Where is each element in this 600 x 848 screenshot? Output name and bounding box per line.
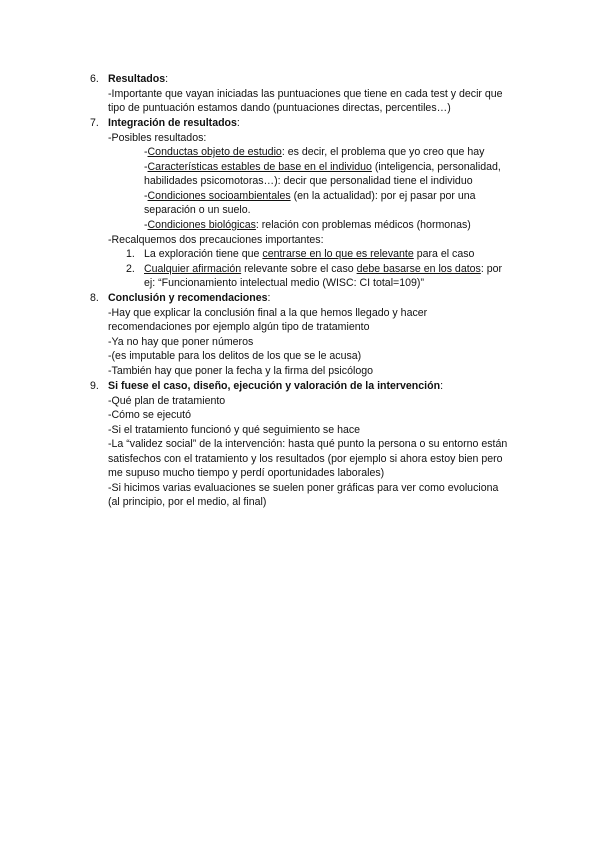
section-9-line-4: -La “validez social” de la intervención: hasta qué punto la persona o su entorno están [108, 438, 508, 450]
section-6-line-1: -Importante que vayan iniciadas las puntuaciones que tiene en cada test y decir que [108, 88, 503, 100]
result-condiciones-socioambientales: -Condiciones socioambientales (en la actualidad): por ej pasar por una [144, 190, 476, 202]
section-9-title: Si fuese el caso, diseño, ejecución y valoración de la intervención [108, 380, 441, 392]
section-8-line-2: recomendaciones por ejemplo algún tipo de tratamiento [108, 321, 370, 333]
section-7-precautions: -Recalquemos dos precauciones importantes: [108, 234, 324, 246]
precaution-1: La exploración tiene que centrarse en lo que es relevante para el caso [144, 248, 475, 260]
result-condiciones-socioambientales-line-2: separación o un suelo. [144, 204, 251, 216]
section-9-line-2: -Cómo se ejecutó [108, 409, 192, 421]
section-8-heading: Conclusión y recomendaciones: [108, 292, 271, 304]
precaution-2-line-2: ej: “Funcionamiento intelectual medio (WISC: CI total=109)” [144, 277, 424, 289]
section-7-number: 7. [90, 117, 99, 129]
section-6-line-2: tipo de puntuación estamos dando (puntuaciones directas, percentiles…) [108, 102, 451, 114]
section-8-line-4: -(es imputable para los delitos de los que se le acusa) [108, 350, 362, 362]
section-8-number: 8. [90, 292, 99, 304]
section-9-line-1: -Qué plan de tratamiento [108, 395, 226, 407]
section-8-line-3: -Ya no hay que poner números [108, 336, 254, 348]
section-6-number: 6. [90, 73, 99, 85]
section-9-line-8: (al principio, por el medio, al final) [108, 496, 267, 508]
section-6-heading: Resultados: [108, 73, 169, 85]
section-7-title: Integración de resultados [108, 117, 237, 129]
section-8-line-1: -Hay que explicar la conclusión final a la que hemos llegado y hacer [108, 307, 428, 319]
section-9-line-5: satisfechos con el tratamiento y los resultados (por ejemplo si ahora estoy bien pero [108, 453, 503, 465]
result-conductas: -Conductas objeto de estudio: es decir, el problema que yo creo que hay [144, 146, 485, 158]
section-7-heading: Integración de resultados: [108, 117, 240, 129]
section-9-number: 9. [90, 380, 99, 392]
section-9-line-6: me supuso mucho tiempo y perdí oportunidades laborales) [108, 467, 385, 479]
result-condiciones-biologicas: -Condiciones biológicas: relación con problemas médicos (hormonas) [144, 219, 471, 231]
section-9-line-3: -Si el tratamiento funcionó y qué seguimiento se hace [108, 424, 361, 436]
section-9-line-7: -Si hicimos varias evaluaciones se suelen poner gráficas para ver como evoluciona [108, 482, 499, 494]
precaution-2-number: 2. [126, 263, 135, 275]
precaution-2: Cualquier afirmación relevante sobre el caso debe basarse en los datos: por [144, 263, 503, 275]
result-caracteristicas: -Características estables de base en el individuo (inteligencia, personalidad, [144, 161, 501, 173]
section-7-possible-results: -Posibles resultados: [108, 132, 207, 144]
section-9-heading: Si fuese el caso, diseño, ejecución y valoración de la intervención: [108, 380, 444, 392]
section-8-title: Conclusión y recomendaciones [108, 292, 268, 304]
section-8-line-5: -También hay que poner la fecha y la firma del psicólogo [108, 365, 373, 377]
section-6-title: Resultados [108, 73, 166, 85]
result-caracteristicas-line-2: habilidades psicomotoras…): decir que personalidad tiene el individuo [144, 175, 473, 187]
precaution-1-number: 1. [126, 248, 135, 260]
